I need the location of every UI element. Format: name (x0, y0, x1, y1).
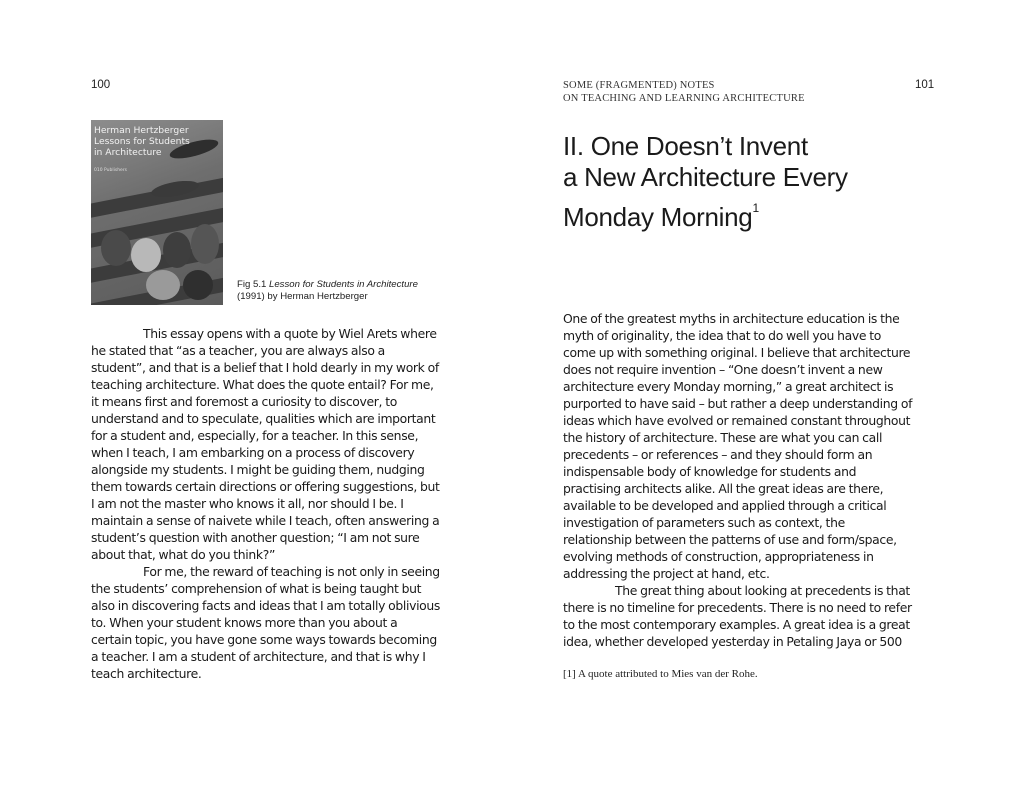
footnote: [1] A quote attributed to Mies van der Rohe. (563, 668, 758, 680)
cover-figure (183, 270, 213, 300)
running-head-line: ON TEACHING AND LEARNING ARCHITECTURE (563, 93, 805, 104)
cover-figure (131, 238, 161, 272)
cover-figure (101, 230, 131, 266)
footnote-marker[interactable]: 1 (752, 201, 759, 215)
paragraph: One of the greatest myths in architecture education is the myth of originality, the idea that to do well you have to come up with something original. I believe that architecture does not require invention – “One doesn’t invent a new architecture every Monday morning,” a great architect is purported to have said – but rather a deep understanding of ideas which have evolved or remained constant throughout the history of architecture. These are what you can call precedents – or references – and they should form an indispensable body of knowledge for students and practising architects alike. All the great ideas are there, available to be developed and applied through a critical investigation of parameters such as context, the relationship between the patterns of use and form/space, evolving methods of construction, appropriateness in addressing the project at hand, etc. (563, 311, 913, 581)
caption-prefix: Fig 5.1 (237, 279, 269, 290)
cover-figure (191, 224, 219, 264)
chapter-title-line: a New Architecture Every (563, 162, 848, 192)
body-text (91, 325, 441, 682)
caption-suffix: (1991) by Herman Hertzberger (237, 291, 368, 302)
body-text (563, 310, 913, 650)
chapter-title-line: Monday Morning (563, 202, 753, 232)
running-head-line: SOME (FRAGMENTED) NOTES (563, 80, 715, 91)
page-number: 101 (915, 79, 935, 91)
running-head (563, 79, 805, 105)
paragraph: The great thing about looking at precedents is that there is no timeline for precedents. There is no need to refer to the most contemporary examples. A great idea is a great idea, whether developed yesterday in Petaling Jaya or 500 (563, 583, 912, 649)
paragraph: For me, the reward of teaching is not only in seeing the students’ comprehension of what is being taught but also in discovering facts and ideas that I am totally oblivious to. When your student knows more than you about a certain topic, you have gone some ways towards becoming a teacher. I am a student of architecture, and that is why I teach architecture. (91, 564, 441, 681)
cover-title (94, 125, 190, 158)
chapter-title (563, 131, 848, 233)
figure-caption (237, 279, 418, 303)
cover-title-line: in Architecture (94, 147, 162, 158)
caption-title: Lesson for Students in Architecture (269, 279, 418, 290)
page-number: 100 (91, 79, 111, 91)
cover-publisher: 010 Publishers (94, 168, 128, 173)
cover-figure (146, 270, 180, 300)
cover-author: Herman Hertzberger (94, 125, 189, 136)
cover-figure (163, 232, 191, 268)
chapter-title-line: II. One Doesn’t Invent (563, 131, 808, 161)
book-cover-image (91, 120, 223, 305)
paragraph: This essay opens with a quote by Wiel Arets where he stated that “as a teacher, you are always also a student”, and that is a belief that I hold dearly in my work of teaching architecture. What does the quote entail? For me, it means first and foremost a curiosity to discover, to understand and to speculate, qualities which are important for a student and, especially, for a teacher. In this sense, when I teach, I am embarking on a process of discovery alongside my students. I might be guiding them, nudging them towards certain directions or offering suggestions, but I am not the master who knows it all, nor should I be. I maintain a sense of naivete while I teach, often answering a student’s question with another question; “I am not sure about that, what do you think?” (91, 326, 440, 562)
cover-title-line: Lessons for Students (94, 136, 190, 147)
